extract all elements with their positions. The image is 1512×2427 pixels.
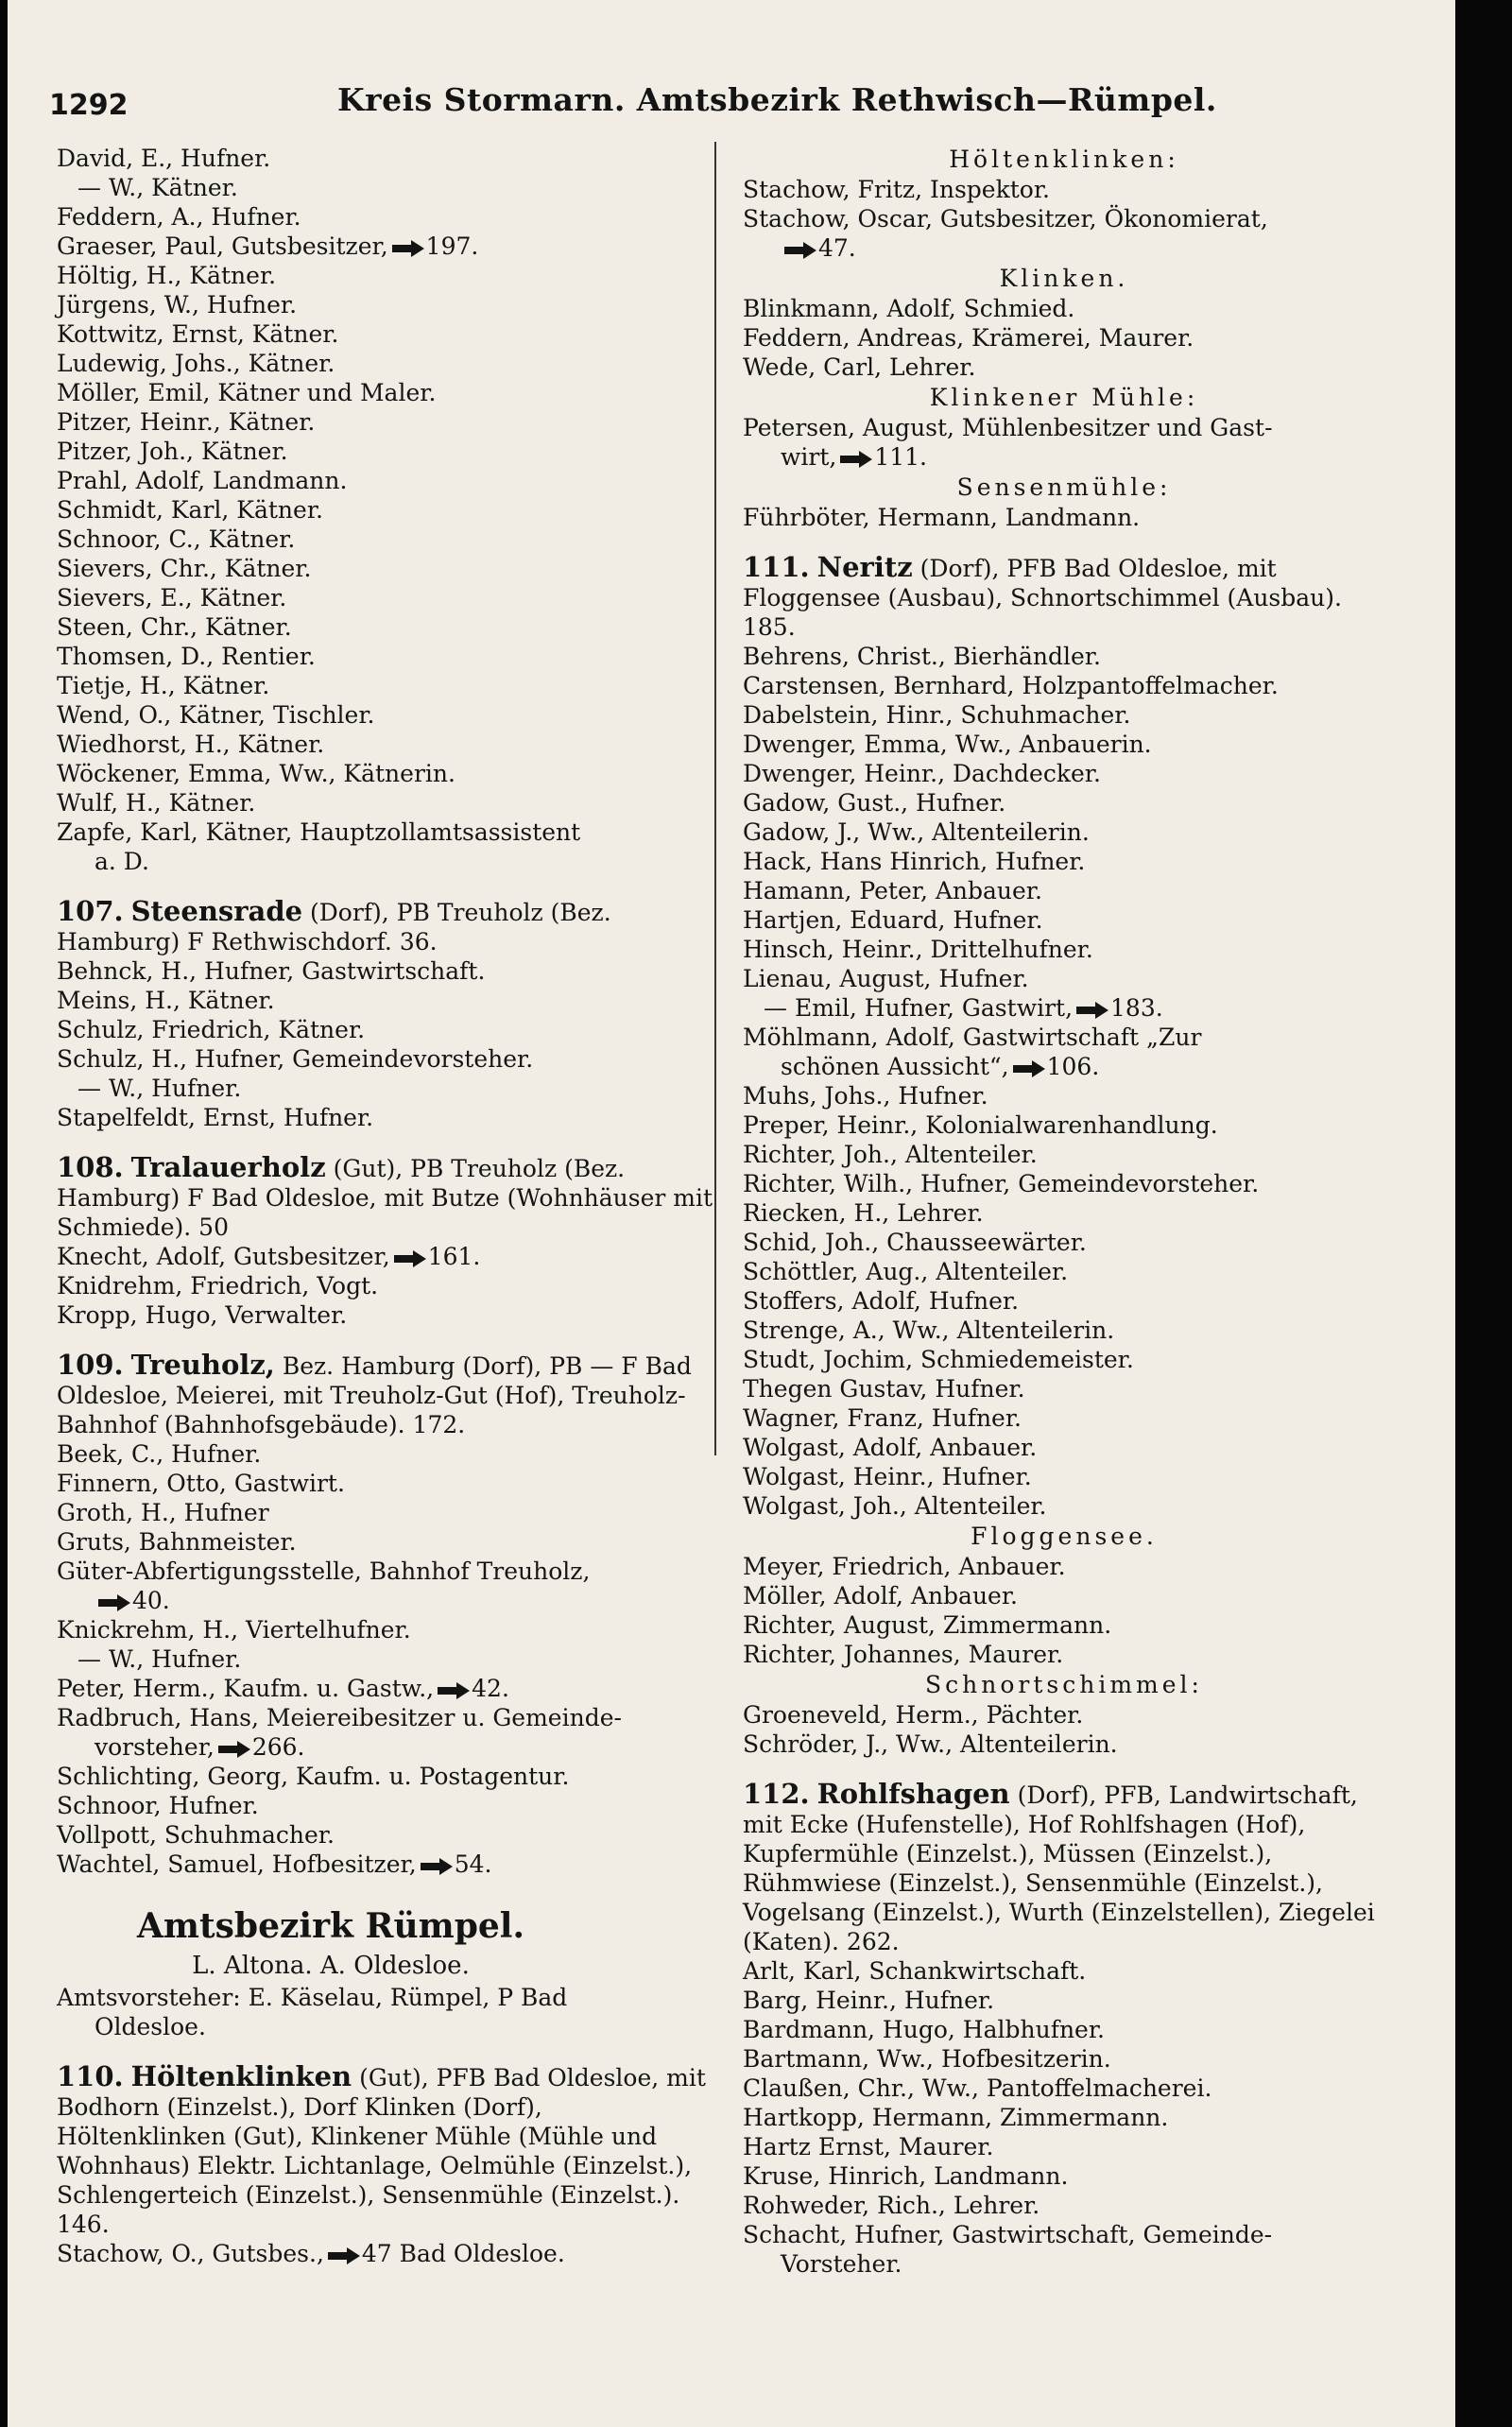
entry-line: Riecken, H., Lehrer. <box>743 1199 984 1227</box>
entry-line: wirt, 111. <box>781 443 928 471</box>
telephone-icon <box>784 242 816 259</box>
place-name: Höltenklinken <box>130 2060 352 2092</box>
section-number: 108. <box>57 1151 124 1183</box>
entry-line: Meins, H., Kätner. <box>57 987 275 1014</box>
entry-line: Feddern, A., Hufner. <box>57 203 301 231</box>
phone-number: 111. <box>874 443 928 471</box>
entry-line: Wöckener, Emma, Ww., Kätnerin. <box>57 760 455 787</box>
telephone-icon <box>438 1682 470 1699</box>
entry-line: Schröder, J., Ww., Altenteilerin. <box>743 1730 1118 1758</box>
phone-number: 47 Bad Oldesloe. <box>361 2240 565 2267</box>
entry-line: Thomsen, D., Rentier. <box>57 643 316 670</box>
entry-line <box>743 233 1385 263</box>
entry-line: Carstensen, Bernhard, Holzpantoffelmacher. <box>743 672 1279 699</box>
entry-line: Vollpott, Schuhmacher. <box>57 1821 335 1849</box>
entry-line: Rohweder, Rich., Lehrer. <box>743 2192 1040 2219</box>
place-description: (Dorf), PFB, Landwirtschaft, mit Ecke (Hufenstelle), Hof Rohlfshagen (Hof), Kupfermühle (Einzelst.), Müssen (Einzelst.), Rühmwiese (Einzelst.), Sensenmühle (Einzelst.), Vogelsang (Einzelst.), Wurth (Einzelstellen), Ziegelei (Katen). 262. <box>743 1782 1375 1955</box>
section-number: 107. <box>57 895 124 927</box>
place-name: Steensrade <box>130 895 303 927</box>
subheading-floggensee: Floggensee. <box>971 1523 1158 1550</box>
entry-line: Bartmann, Ww., Hofbesitzerin. <box>743 2045 1111 2073</box>
left-column <box>57 144 718 2268</box>
entry-line: Stachow, Oscar, Gutsbesitzer, Ökonomierat, <box>743 205 1268 232</box>
telephone-icon <box>421 1858 453 1875</box>
entry-line: Graeser, Paul, Gutsbesitzer, 197. <box>57 232 479 260</box>
entry-line: Ludewig, Johs., Kätner. <box>57 350 335 377</box>
entry-line: Hinsch, Heinr., Drittelhufner. <box>743 936 1093 963</box>
entry-line: Finnern, Otto, Gastwirt. <box>57 1470 345 1497</box>
telephone-icon <box>328 2247 360 2264</box>
entry-line: Strenge, A., Ww., Altenteilerin. <box>743 1317 1115 1344</box>
entry-line: vorsteher, 266. <box>94 1733 305 1761</box>
entry-line: Dwenger, Emma, Ww., Anbauerin. <box>743 731 1152 758</box>
entry-line: Richter, Johannes, Maurer. <box>743 1641 1064 1668</box>
entry-line: Knecht, Adolf, Gutsbesitzer, 161. <box>57 1243 481 1270</box>
entry-line: Knidrehm, Friedrich, Vogt. <box>57 1272 379 1300</box>
entry-line: Prahl, Adolf, Landmann. <box>57 467 348 494</box>
entry-line: — W., Kätner. <box>77 174 238 201</box>
scan-border-left <box>0 0 8 2427</box>
entry-line: Gadow, Gust., Hufner. <box>743 789 1006 817</box>
entry-line: Jürgens, W., Hufner. <box>57 291 298 318</box>
entry-line: Schnoor, Hufner. <box>57 1792 259 1819</box>
phone-number: 42. <box>472 1675 509 1702</box>
entry-line: Oldesloe. <box>94 2013 206 2040</box>
telephone-icon <box>394 1250 426 1267</box>
entry-line: Hack, Hans Hinrich, Hufner. <box>743 848 1086 875</box>
entry-line: Muhs, Johs., Hufner. <box>743 1082 988 1110</box>
entry-line: Möller, Emil, Kätner und Maler. <box>57 379 437 406</box>
entry-line: Schid, Joh., Chausseewärter. <box>743 1229 1087 1256</box>
entry-line: Hamann, Peter, Anbauer. <box>743 877 1042 904</box>
entry-line: Radbruch, Hans, Meiereibesitzer u. Gemeinde- <box>57 1704 622 1731</box>
entry-line: Amtsvorsteher: E. Käselau, Rümpel, P Bad <box>57 1984 568 2011</box>
entry-line: Höltig, H., Kätner. <box>57 262 277 289</box>
entry-line: Preper, Heinr., Kolonialwarenhandlung. <box>743 1111 1218 1139</box>
subheading-schnortschimmel: Schnortschimmel: <box>925 1671 1203 1698</box>
telephone-icon <box>840 451 872 468</box>
section-110 <box>57 2062 718 2239</box>
entry-line: Meyer, Friedrich, Anbauer. <box>743 1553 1066 1580</box>
place-description: (Gut), PB Treuholz (Bez. Hamburg) F Bad Oldesloe, mit Butze (Wohnhäuser mit Schmiede). 50 <box>57 1155 713 1241</box>
entry-line: Schulz, Friedrich, Kätner. <box>57 1016 366 1043</box>
section-number: 110. <box>57 2060 124 2092</box>
entry-line: Führböter, Hermann, Landmann. <box>743 504 1141 531</box>
entry-line: a. D. <box>94 848 149 875</box>
entry-line: Wolgast, Joh., Altenteiler. <box>743 1492 1047 1520</box>
telephone-icon <box>1013 1060 1045 1077</box>
entry-line: Knickrehm, H., Viertelhufner. <box>57 1616 411 1644</box>
entry-line: Arlt, Karl, Schankwirtschaft. <box>743 1957 1087 1985</box>
entry-line: Kruse, Hinrich, Landmann. <box>743 2162 1069 2190</box>
entry-line: Möhlmann, Adolf, Gastwirtschaft „Zur <box>743 1024 1202 1051</box>
place-name: Neritz <box>816 551 913 583</box>
place-name: Rohlfshagen <box>816 1778 1010 1810</box>
entry-line: Schöttler, Aug., Altenteiler. <box>743 1258 1069 1285</box>
entry-line: Wulf, H., Kätner. <box>57 789 256 817</box>
entry-line: Wolgast, Heinr., Hufner. <box>743 1463 1032 1490</box>
entry-line: Schlichting, Georg, Kaufm. u. Postagentur. <box>57 1763 570 1790</box>
entry-line: Wagner, Franz, Hufner. <box>743 1404 1022 1432</box>
phone-number: 54. <box>454 1850 492 1878</box>
entry-line: Feddern, Andreas, Krämerei, Maurer. <box>743 324 1194 352</box>
entry-line: Stoffers, Adolf, Hufner. <box>743 1287 1020 1315</box>
section-109 <box>57 1351 718 1439</box>
place-description: (Gut), PFB Bad Oldesloe, mit Bodhorn (Einzelst.), Dorf Klinken (Dorf), Höltenklinken (Gut), Klinkener Mühle (Mühle und Wohnhaus) Elektr. Lichtanlage, Oelmühle (Einzelst.), Schlengerteich (Einzelst.), Sensenmühle (Einzelst.). 146. <box>57 2064 706 2238</box>
entry-line: Richter, Joh., Altenteiler. <box>743 1141 1038 1168</box>
entry-line: Dabelstein, Hinr., Schuhmacher. <box>743 701 1131 729</box>
telephone-icon <box>1076 1002 1108 1019</box>
telephone-icon <box>218 1741 250 1758</box>
place-name: Tralauerholz <box>130 1151 326 1183</box>
running-title: Kreis Stormarn. Amtsbezirk Rethwisch—Rümpel. <box>337 81 1217 118</box>
entry-line: Stachow, O., Gutsbes., 47 Bad Oldesloe. <box>57 2240 565 2267</box>
entry-line: Behrens, Christ., Bierhändler. <box>743 643 1101 670</box>
entry-line: Hartz Ernst, Maurer. <box>743 2133 994 2160</box>
entry-line: Tietje, H., Kätner. <box>57 672 270 699</box>
subheading-klinken: Klinken. <box>999 265 1129 292</box>
entry-line: Wend, O., Kätner, Tischler. <box>57 701 375 729</box>
entry-line: Groth, H., Hufner <box>57 1499 269 1526</box>
entry-line: Petersen, August, Mühlenbesitzer und Gast- <box>743 414 1273 441</box>
entry-line: Blinkmann, Adolf, Schmied. <box>743 295 1075 322</box>
entry-line: Kottwitz, Ernst, Kätner. <box>57 320 339 348</box>
entry-line: schönen Aussicht“, 106. <box>781 1053 1100 1080</box>
entry-line: Barg, Heinr., Hufner. <box>743 1987 995 2014</box>
entry-line: Wede, Carl, Lehrer. <box>743 353 976 381</box>
entry-line: Richter, Wilh., Hufner, Gemeindevorsteher. <box>743 1170 1260 1197</box>
entry-line: Pitzer, Heinr., Kätner. <box>57 408 316 436</box>
entry-line: Stachow, Fritz, Inspektor. <box>743 176 1050 203</box>
entry-line: — W., Hufner. <box>77 1075 242 1102</box>
entry-line: Steen, Chr., Kätner. <box>57 613 292 641</box>
entry-line <box>57 1586 718 1615</box>
section-107 <box>57 897 718 956</box>
entry-line: Richter, August, Zimmermann. <box>743 1611 1112 1639</box>
entry-line: Kropp, Hugo, Verwalter. <box>57 1301 348 1329</box>
entry-line: Schnoor, C., Kätner. <box>57 525 296 553</box>
entry-line: Hartkopp, Hermann, Zimmermann. <box>743 2104 1169 2131</box>
entry-line: Güter-Abfertigungsstelle, Bahnhof Treuholz, <box>57 1558 591 1585</box>
entry-line: Gruts, Bahnmeister. <box>57 1528 297 1556</box>
entry-line: Zapfe, Karl, Kätner, Hauptzollamtsassistent <box>57 818 581 846</box>
entry-line: Vorsteher. <box>781 2250 902 2278</box>
entry-line: Dwenger, Heinr., Dachdecker. <box>743 760 1101 787</box>
section-number: 111. <box>743 551 810 583</box>
entry-line: Wiedhorst, H., Kätner. <box>57 731 325 758</box>
section-number: 112. <box>743 1778 810 1810</box>
entry-line: Thegen Gustav, Hufner. <box>743 1375 1025 1403</box>
entry-line: Sievers, Chr., Kätner. <box>57 555 312 582</box>
entry-line: Schmidt, Karl, Kätner. <box>57 496 323 524</box>
subheading-sensenmuehle: Sensenmühle: <box>956 473 1172 501</box>
entry-line: Stapelfeldt, Ernst, Hufner. <box>57 1104 374 1131</box>
place-description: (Dorf), PFB Bad Oldesloe, mit Floggensee (Ausbau), Schnortschimmel (Ausbau). 185. <box>743 555 1342 641</box>
scan-border-right <box>1455 0 1512 2427</box>
entry-line: Claußen, Chr., Ww., Pantoffelmacherei. <box>743 2074 1212 2102</box>
subheading-hoeltenklinken: Höltenklinken: <box>949 146 1179 173</box>
entry-line: Hartjen, Eduard, Hufner. <box>743 906 1043 934</box>
entry-line: Pitzer, Joh., Kätner. <box>57 438 288 465</box>
phone-number: 47. <box>818 234 856 262</box>
phone-number: 266. <box>251 1733 305 1761</box>
telephone-icon <box>392 240 424 257</box>
entry-line: — Emil, Hufner, Gastwirt, 183. <box>764 994 1163 1022</box>
amtsbezirk-heading: Amtsbezirk Rümpel. <box>136 1906 525 1946</box>
entry-line: Behnck, H., Hufner, Gastwirtschaft. <box>57 957 486 985</box>
subheading-klinkener-muehle: Klinkener Mühle: <box>929 384 1199 411</box>
entry-line: Schacht, Hufner, Gastwirtschaft, Gemeinde- <box>743 2221 1273 2248</box>
amtsbezirk-subtitle: L. Altona. A. Oldesloe. <box>192 1952 470 1980</box>
phone-number: 161. <box>427 1243 481 1270</box>
entry-line: Studt, Jochim, Schmiedemeister. <box>743 1346 1134 1373</box>
entry-line: Gadow, J., Ww., Altenteilerin. <box>743 818 1090 846</box>
telephone-icon <box>98 1594 130 1611</box>
page-number: 1292 <box>49 89 129 122</box>
entry-line: David, E., Hufner. <box>57 145 271 172</box>
entry-line: Bardmann, Hugo, Halbhufner. <box>743 2016 1105 2043</box>
phone-number: 40. <box>132 1587 170 1614</box>
entry-line: Lienau, August, Hufner. <box>743 965 1029 992</box>
entry-line: Peter, Herm., Kaufm. u. Gastw., 42. <box>57 1675 509 1702</box>
section-number: 109. <box>57 1349 124 1381</box>
entry-line: Sievers, E., Kätner. <box>57 584 287 611</box>
entry-line: Wolgast, Adolf, Anbauer. <box>743 1434 1038 1461</box>
entry-line: Wachtel, Samuel, Hofbesitzer, 54. <box>57 1850 492 1878</box>
entry-line: Schulz, H., Hufner, Gemeindevorsteher. <box>57 1045 534 1073</box>
phone-number: 197. <box>425 232 479 260</box>
phone-number: 183. <box>1110 994 1163 1022</box>
place-name: Treuholz, <box>130 1349 275 1381</box>
entry-line: Beek, C., Hufner. <box>57 1440 262 1468</box>
entry-line: Groeneveld, Herm., Pächter. <box>743 1701 1084 1729</box>
section-111 <box>743 553 1385 642</box>
page-header <box>49 77 1217 134</box>
entry-line: — W., Hufner. <box>77 1645 242 1673</box>
place-description: Bez. Hamburg (Dorf), PB — F Bad Oldesloe, Meierei, mit Treuholz-Gut (Hof), Treuholz-Bahnhof (Bahnhofsgebäude). 172. <box>57 1352 692 1438</box>
section-108 <box>57 1153 718 1242</box>
phone-number: 106. <box>1046 1053 1100 1080</box>
section-112 <box>743 1780 1385 1956</box>
right-column <box>743 144 1385 2279</box>
place-description: (Dorf), PB Treuholz (Bez. Hamburg) F Rethwischdorf. 36. <box>57 899 611 955</box>
entry-line: Möller, Adolf, Anbauer. <box>743 1582 1019 1609</box>
